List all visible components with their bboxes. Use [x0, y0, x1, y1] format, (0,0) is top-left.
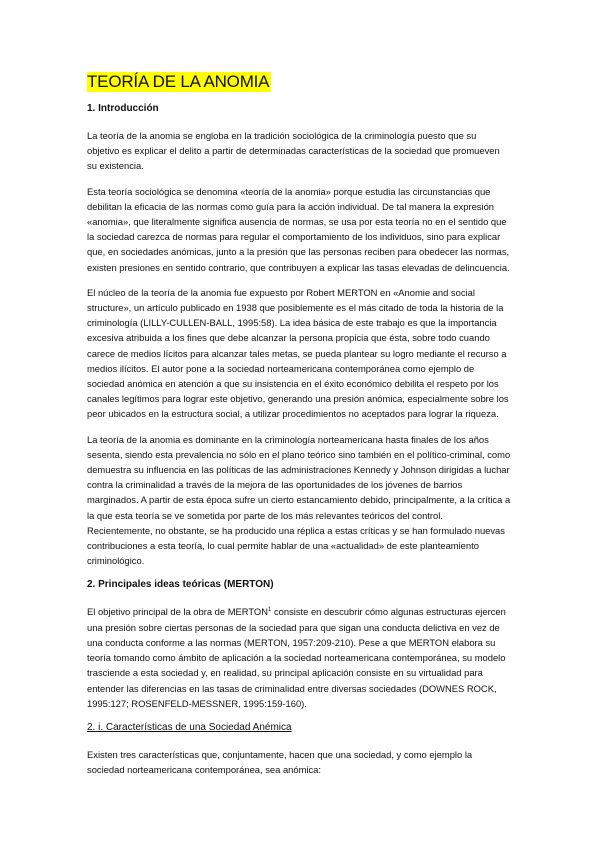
footnote-marker[interactable]: 1 [268, 607, 272, 614]
paragraph-1: La teoría de la anomia se engloba en la tradición sociológica de la criminología puesto que su objetivo es explicar el delito a partir de determinadas características de la sociedad que promueven su existencia. [87, 130, 500, 172]
paragraph-5 [87, 604, 511, 710]
section-heading-principales-ideas: 2. Principales ideas teóricas (MERTON) [87, 579, 274, 591]
paragraph-5-start: El objetivo principal de la obra de MERTON [87, 606, 268, 618]
section-heading-introduccion: 1. Introducción [87, 103, 159, 114]
subsection-heading-caracteristicas: 2. i. Características de una Sociedad Anémica [87, 721, 292, 733]
paragraph-4: La teoría de la anomia es dominante en la criminología norteamericana hasta finales de los años sesenta, siendo esta prevalencia no sólo en el plano teórico sino también en el político-criminal, como demuestra su influencia en las políticas de las administraciones Kennedy y Johnson dirigidas a luchar contra la criminalidad a través de la mejora de las oportunidades de los jóvenes de barrios marginados. A partir de esta época sufre un cierto estancamiento debido, principalmente, a la crítica a la que esta teoría se ve sometida por parte de los más relevantes teóricos del control. Recientemente, no obstante, se ha producido una réplica a estas críticas y se han formulado nuevas contribuciones a esta teoría, lo cual permite hablar de una «actualidad» de este planteamiento criminológico. [87, 433, 511, 567]
document-body [87, 72, 511, 787]
document-title: TEORÍA DE LA ANOMIA [87, 72, 270, 91]
paragraph-6: Existen tres características que, conjuntamente, hacen que una sociedad, y como ejemplo la sociedad norteamericana contemporánea, sea anómica: [87, 748, 473, 776]
paragraph-2: Esta teoría sociológica se denomina «teoría de la anomia» porque estudia las circunstancias que debilitan la eficacia de las normas como guía para la acción individual. De tal manera la expresión «anomia», que literalmente significa ausencia de normas, se usa por esta teoría no en el sentido que la sociedad carezca de normas para regular el comportamiento de los individuos, sino para explicar que, en sociedades anómicas, junto a la presión que las personas reciben para obedecer las normas, existen presiones en sentido contrario, que contribuyen a explicar las tasas elevadas de delincuencia. [87, 185, 510, 273]
paragraph-3: El núcleo de la teoría de la anomia fue expuesto por Robert MERTON en «Anomie and social structure», un artículo publicado en 1938 que posiblemente es el más citado de toda la historia de la criminología (LILLY-CULLEN-BALL, 1995:58). La idea básica de este trabajo es que la importancia excesiva atribuida a los fines que debe alcanzar la persona propicia que ésta, sobre todo cuando carece de medios lícitos para alcanzar tales metas, se pueda plantear su logro mediante el recurso a medios ilícitos. El autor pone a la sociedad norteamericana contemporánea como ejemplo de sociedad anómica en atención a que su insistencia en el éxito económico debilita el respeto por los canales legítimos para lograr este objetivo, generando una presión anómica, especialmente sobre los peor ubicados en la estructura social, a utilizar procedimientos no aceptados para lograr la riqueza. [87, 286, 509, 420]
paragraph-5-end: consiste en descubrir cómo algunas estructuras ejercen una presión sobre ciertas personas de la sociedad para que sigan una conducta delictiva en vez de una conducta conforme a las normas (MERTON, 1957:209-210). Pese a que MERTON elabora su teoría tomando como ámbito de aplicación a la sociedad norteamericana contemporánea, su modelo trasciende a esta sociedad y, en realidad, su principal aplicación consiste en su virtualidad para entender las diferencias en las tasas de criminalidad entre diversas sociedades (DOWNES ROCK, 1995:127; ROSENFELD-MESSNER, 1995:159-160). [87, 606, 506, 709]
